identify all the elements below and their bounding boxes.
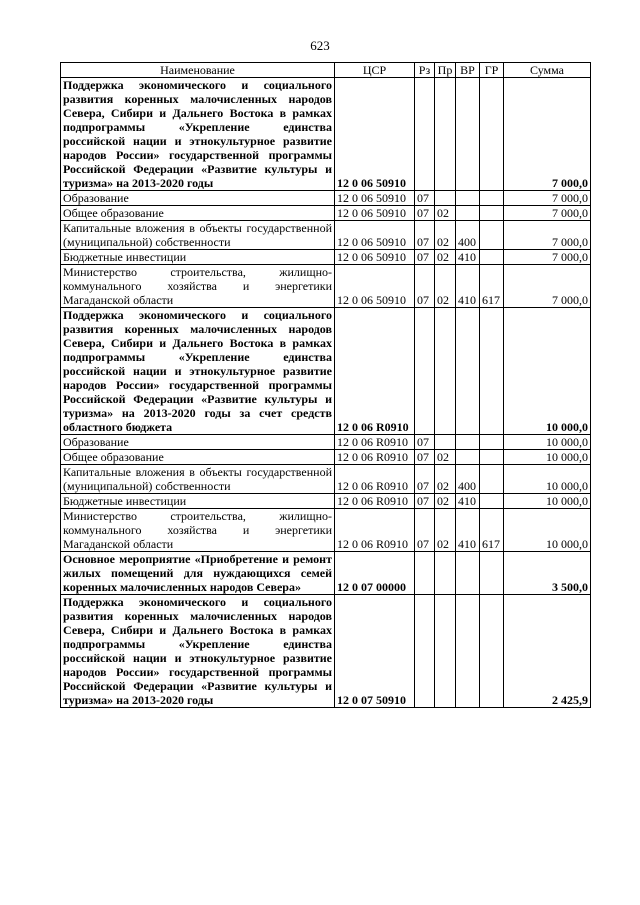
row-name-cell: Основное мероприятие «Приобретение и ремонт жилых помещений для нуждающихся семей коренных малочисленных народов Севера»	[61, 552, 335, 595]
header-csr: ЦСР	[335, 63, 415, 78]
row-csr-cell: 12 0 06 R0910	[335, 465, 415, 494]
row-rz-cell: 07	[415, 221, 435, 250]
table-row	[61, 509, 591, 552]
row-gr-cell	[480, 78, 504, 191]
row-gr-cell	[480, 465, 504, 494]
row-pr-cell: 02	[435, 450, 456, 465]
row-pr-cell	[435, 191, 456, 206]
header-rz: Рз	[415, 63, 435, 78]
row-csr-cell: 12 0 06 50910	[335, 265, 415, 308]
row-csr-cell: 12 0 06 50910	[335, 78, 415, 191]
table-row	[61, 308, 591, 435]
row-pr-cell: 02	[435, 509, 456, 552]
table-row	[61, 595, 591, 708]
table-row	[61, 250, 591, 265]
row-name-cell: Министерство строительства, жилищно-коммунального хозяйства и энергетики Магаданской области	[61, 509, 335, 552]
row-name-cell: Бюджетные инвестиции	[61, 250, 335, 265]
row-csr-cell: 12 0 06 50910	[335, 191, 415, 206]
header-vr: ВР	[456, 63, 480, 78]
budget-table	[60, 62, 591, 708]
row-pr-cell	[435, 435, 456, 450]
row-gr-cell	[480, 191, 504, 206]
header-pr: Пр	[435, 63, 456, 78]
row-gr-cell	[480, 494, 504, 509]
row-name-cell: Капитальные вложения в объекты государственной (муниципальной) собственности	[61, 221, 335, 250]
row-sum-cell: 2 425,9	[504, 595, 591, 708]
row-pr-cell: 02	[435, 250, 456, 265]
row-pr-cell: 02	[435, 265, 456, 308]
row-vr-cell: 400	[456, 465, 480, 494]
row-sum-cell: 7 000,0	[504, 265, 591, 308]
row-rz-cell	[415, 595, 435, 708]
row-rz-cell: 07	[415, 509, 435, 552]
row-sum-cell: 10 000,0	[504, 308, 591, 435]
row-sum-cell: 10 000,0	[504, 450, 591, 465]
row-vr-cell	[456, 552, 480, 595]
table-row	[61, 191, 591, 206]
row-vr-cell: 400	[456, 221, 480, 250]
row-sum-cell: 7 000,0	[504, 78, 591, 191]
row-vr-cell: 410	[456, 494, 480, 509]
row-vr-cell	[456, 78, 480, 191]
row-sum-cell: 10 000,0	[504, 435, 591, 450]
row-csr-cell: 12 0 06 50910	[335, 206, 415, 221]
row-csr-cell: 12 0 06 50910	[335, 221, 415, 250]
table-row	[61, 494, 591, 509]
row-csr-cell: 12 0 06 R0910	[335, 435, 415, 450]
row-pr-cell	[435, 308, 456, 435]
row-vr-cell: 410	[456, 250, 480, 265]
row-sum-cell: 7 000,0	[504, 221, 591, 250]
row-rz-cell: 07	[415, 250, 435, 265]
row-gr-cell: 617	[480, 509, 504, 552]
row-rz-cell: 07	[415, 435, 435, 450]
row-csr-cell: 12 0 06 R0910	[335, 494, 415, 509]
row-pr-cell: 02	[435, 221, 456, 250]
row-pr-cell	[435, 78, 456, 191]
row-csr-cell: 12 0 06 50910	[335, 250, 415, 265]
row-sum-cell: 10 000,0	[504, 494, 591, 509]
row-gr-cell	[480, 450, 504, 465]
row-sum-cell: 3 500,0	[504, 552, 591, 595]
row-sum-cell: 10 000,0	[504, 465, 591, 494]
row-vr-cell	[456, 308, 480, 435]
row-name-cell: Общее образование	[61, 206, 335, 221]
header-gr: ГР	[480, 63, 504, 78]
table-row	[61, 435, 591, 450]
row-name-cell: Поддержка экономического и социального развития коренных малочисленных народов Севера, Сибири и Дальнего Востока в рамках подпрограммы «Укрепление единства российской нации и этнокультурное развитие народов России» государственной программы Российской Федерации «Развитие культуры и туризма» на 2013-2020 годы	[61, 78, 335, 191]
row-pr-cell	[435, 595, 456, 708]
table-row	[61, 552, 591, 595]
row-gr-cell	[480, 435, 504, 450]
row-csr-cell: 12 0 07 50910	[335, 595, 415, 708]
table-header-row	[61, 63, 591, 78]
row-csr-cell: 12 0 06 R0910	[335, 509, 415, 552]
row-name-cell: Общее образование	[61, 450, 335, 465]
header-sum: Сумма	[504, 63, 591, 78]
row-gr-cell	[480, 221, 504, 250]
row-name-cell: Образование	[61, 191, 335, 206]
row-gr-cell	[480, 595, 504, 708]
table-row	[61, 78, 591, 191]
row-csr-cell: 12 0 07 00000	[335, 552, 415, 595]
row-vr-cell	[456, 206, 480, 221]
row-name-cell: Бюджетные инвестиции	[61, 494, 335, 509]
row-rz-cell: 07	[415, 450, 435, 465]
table-row	[61, 465, 591, 494]
row-pr-cell: 02	[435, 465, 456, 494]
row-vr-cell	[456, 435, 480, 450]
row-name-cell: Поддержка экономического и социального развития коренных малочисленных народов Севера, Сибири и Дальнего Востока в рамках подпрограммы «Укрепление единства российской нации и этнокультурное развитие народов России» государственной программы Российской Федерации «Развитие культуры и туризма» на 2013-2020 годы за счет средств областного бюджета	[61, 308, 335, 435]
row-sum-cell: 10 000,0	[504, 509, 591, 552]
row-rz-cell: 07	[415, 265, 435, 308]
table-row	[61, 221, 591, 250]
row-name-cell: Капитальные вложения в объекты государственной (муниципальной) собственности	[61, 465, 335, 494]
table-row	[61, 450, 591, 465]
header-name: Наименование	[61, 63, 335, 78]
row-pr-cell	[435, 552, 456, 595]
row-vr-cell	[456, 450, 480, 465]
row-gr-cell	[480, 308, 504, 435]
row-rz-cell: 07	[415, 465, 435, 494]
table-row	[61, 265, 591, 308]
table-body	[61, 78, 591, 708]
row-sum-cell: 7 000,0	[504, 250, 591, 265]
row-name-cell: Поддержка экономического и социального развития коренных малочисленных народов Севера, Сибири и Дальнего Востока в рамках подпрограммы «Укрепление единства российской нации и этнокультурное развитие народов России» государственной программы Российской Федерации «Развитие культуры и туризма» на 2013-2020 годы	[61, 595, 335, 708]
row-pr-cell: 02	[435, 494, 456, 509]
page-number: 623	[310, 38, 330, 53]
row-vr-cell	[456, 595, 480, 708]
row-csr-cell: 12 0 06 R0910	[335, 450, 415, 465]
table-row	[61, 206, 591, 221]
row-rz-cell: 07	[415, 191, 435, 206]
row-gr-cell	[480, 250, 504, 265]
row-pr-cell: 02	[435, 206, 456, 221]
row-sum-cell: 7 000,0	[504, 206, 591, 221]
row-vr-cell: 410	[456, 265, 480, 308]
row-rz-cell	[415, 552, 435, 595]
row-gr-cell	[480, 206, 504, 221]
row-rz-cell	[415, 78, 435, 191]
row-vr-cell: 410	[456, 509, 480, 552]
row-gr-cell: 617	[480, 265, 504, 308]
row-rz-cell: 07	[415, 206, 435, 221]
row-name-cell: Министерство строительства, жилищно-коммунального хозяйства и энергетики Магаданской области	[61, 265, 335, 308]
row-rz-cell	[415, 308, 435, 435]
row-vr-cell	[456, 191, 480, 206]
row-csr-cell: 12 0 06 R0910	[335, 308, 415, 435]
row-name-cell: Образование	[61, 435, 335, 450]
row-gr-cell	[480, 552, 504, 595]
row-rz-cell: 07	[415, 494, 435, 509]
row-sum-cell: 7 000,0	[504, 191, 591, 206]
